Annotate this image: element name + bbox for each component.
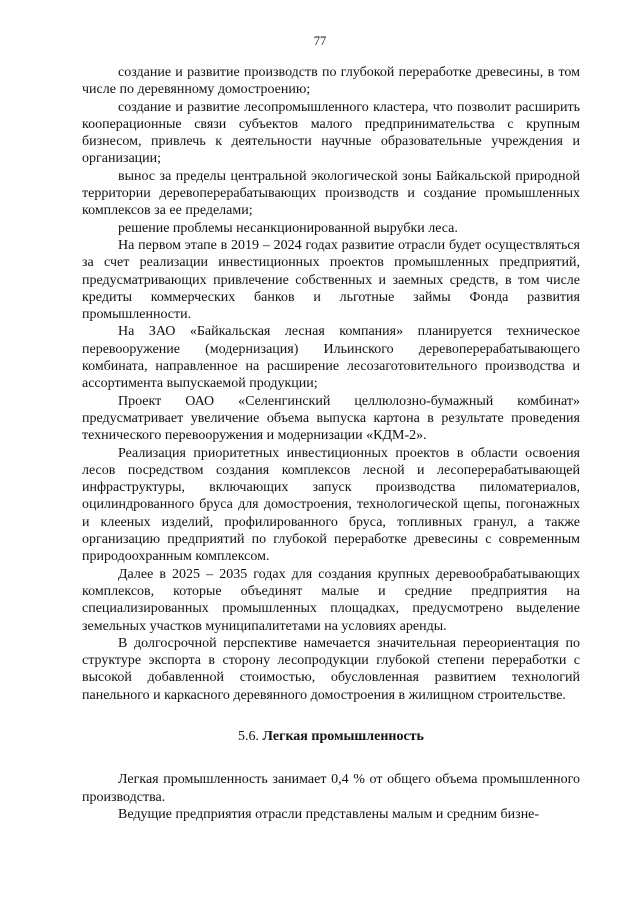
paragraph: Легкая промышленность занимает 0,4 % от общего объема промышленного производства. xyxy=(82,772,580,805)
paragraph: На ЗАО «Байкальская лесная компания» планируется техническое перевооружение (модернизация) Ильинского деревоперерабатывающего комбината, направленное на расширение лесозаготовительного производства и ассортимента выпускаемой продукции; xyxy=(82,324,580,392)
document-body xyxy=(82,64,580,823)
paragraph: Ведущие предприятия отрасли представлены малым и средним бизне- xyxy=(118,806,540,822)
section-heading xyxy=(82,728,580,745)
paragraph: Реализация приоритетных инвестиционных проектов в области освоения лесов посредством создания комплексов лесной и лесоперерабатывающей инфраструктуры, включающих запуск производства пиломатериалов, оцилиндрованного бруса для домостроения, технологической щепы, погонажных и клееных изделий, профилированного бруса, топливных гранул, а также организацию предприятий по глубокой переработке древесины с современным природоохранным комплексом. xyxy=(82,445,580,565)
section-title: Легкая промышленность xyxy=(262,728,424,744)
paragraph: вынос за пределы центральной экологической зоны Байкальской природной территории деревоперерабатывающих производств и создание промышленных комплексов за ее пределами; xyxy=(82,168,580,219)
page-number: 77 xyxy=(313,34,327,48)
paragraph: создание и развитие производств по глубокой переработке древесины, в том числе по деревянному домостроению; xyxy=(82,65,580,98)
paragraph: решение проблемы несанкционированной вырубки леса. xyxy=(118,220,458,236)
paragraph: На первом этапе в 2019 – 2024 годах развитие отрасли будет осуществляться за счет реализации инвестиционных проектов промышленных предприятий, предусматривающих привлечение собственных и заемных средств, в том числе кредиты коммерческих банков и льготные займы Фонда развития промышленности. xyxy=(82,237,580,323)
paragraph: Проект ОАО «Селенгинский целлюлозно-бумажный комбинат» предусматривает увеличение объема выпуска картона в результате проведения технического перевооружения и модернизации «КДМ-2». xyxy=(82,393,580,444)
paragraph: В долгосрочной перспективе намечается значительная переориентация по структуре экспорта в сторону лесопродукции глубокой степени переработки с высокой добавленной стоимостью, обусловленная развитием технологий панельного и каркасного деревянного домостроения в жилищном строительстве. xyxy=(82,635,580,703)
section-number: 5.6. xyxy=(238,728,260,744)
paragraph: Далее в 2025 – 2035 годах для создания крупных деревообрабатывающих комплексов, которые объединят малые и средние предприятия на специализированных промышленных площадках, предусмотрено выделение земельных участков муниципалитетами на условиях аренды. xyxy=(82,566,580,634)
paragraph: создание и развитие лесопромышленного кластера, что позволит расширить кооперационные связи субъектов малого предпринимательства с крупным бизнесом, привлечь к деятельности научные образовательные учреждения и организации; xyxy=(82,99,580,167)
